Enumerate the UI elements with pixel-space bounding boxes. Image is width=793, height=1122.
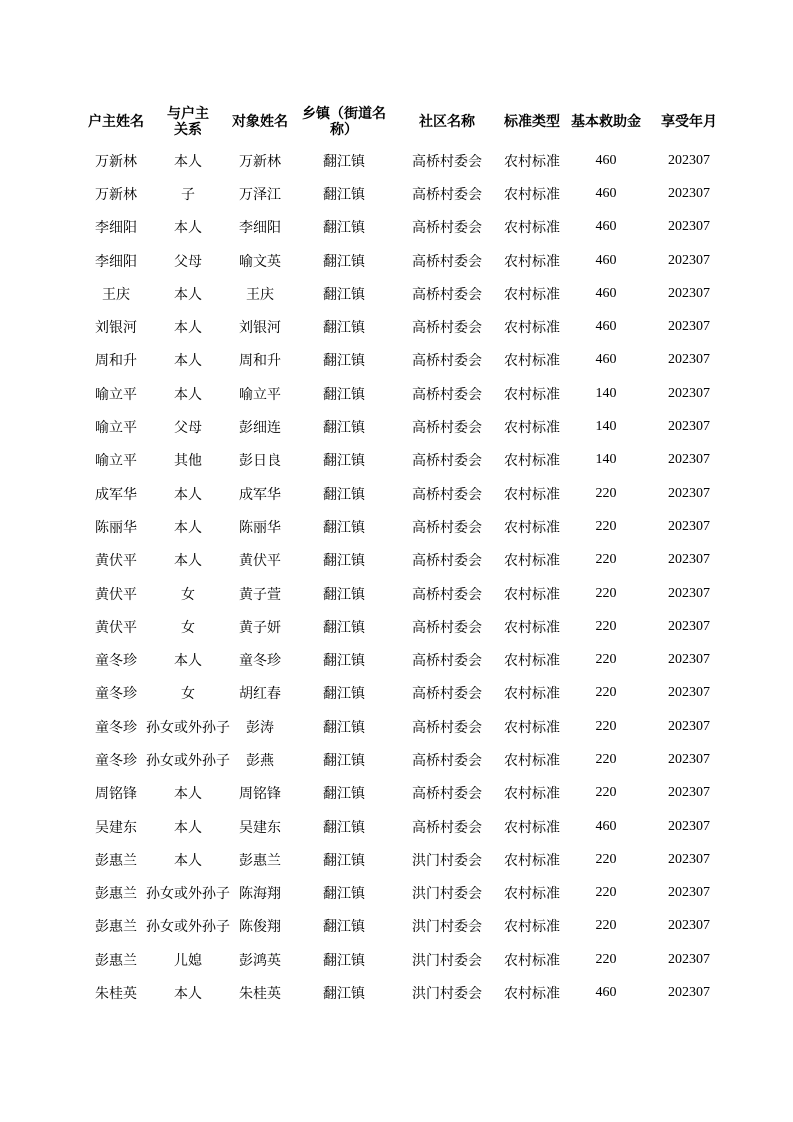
header-line: 乡镇（街道名 (302, 106, 386, 122)
person-name-cell: 彭细连 (239, 420, 281, 437)
standard-type-cell: 农村标准 (504, 386, 560, 403)
township-cell: 翻江镇 (323, 186, 365, 203)
person-name-cell: 朱桂英 (239, 986, 281, 1003)
standard-type-cell: 农村标准 (504, 519, 560, 536)
standard-type-cell: 农村标准 (504, 586, 560, 603)
table-row (86, 910, 734, 943)
householder-name-cell: 童冬珍 (95, 719, 137, 736)
relief-amount-cell: 220 (595, 885, 617, 901)
relationship-cell: 本人 (174, 386, 202, 403)
township-cell: 翻江镇 (323, 619, 365, 636)
person-name-cell: 黄子妍 (239, 619, 281, 636)
householder-name-cell: 喻立平 (95, 453, 137, 470)
community-cell: 高桥村委会 (412, 253, 482, 270)
township-cell: 翻江镇 (323, 986, 365, 1003)
header-community (398, 100, 496, 144)
period-cell: 202307 (668, 718, 710, 734)
table-row (86, 310, 734, 343)
table-row (86, 144, 734, 177)
relationship-cell: 本人 (174, 353, 202, 370)
period-cell: 202307 (668, 751, 710, 767)
householder-name-cell: 彭惠兰 (95, 919, 137, 936)
township-cell: 翻江镇 (323, 686, 365, 703)
relief-amount-cell: 460 (595, 985, 617, 1001)
table-row (86, 377, 734, 410)
relief-amount-cell: 460 (595, 285, 617, 301)
householder-name-cell: 周铭锋 (95, 786, 137, 803)
standard-type-cell: 农村标准 (504, 320, 560, 337)
relationship-cell: 子 (181, 186, 195, 203)
standard-type-cell: 农村标准 (504, 653, 560, 670)
table-row (86, 477, 734, 510)
standard-type-cell: 农村标准 (504, 420, 560, 437)
table-body (86, 144, 734, 1010)
township-cell: 翻江镇 (323, 286, 365, 303)
period-cell: 202307 (668, 185, 710, 201)
relief-amount-cell: 140 (595, 419, 617, 435)
table-row (86, 976, 734, 1009)
person-name-cell: 彭日良 (239, 453, 281, 470)
relationship-cell: 孙女或外孙子 (146, 919, 230, 936)
township-cell: 翻江镇 (323, 819, 365, 836)
header-standard-type (496, 100, 568, 144)
township-cell: 翻江镇 (323, 553, 365, 570)
householder-name-cell: 万新林 (95, 153, 137, 170)
standard-type-cell: 农村标准 (504, 952, 560, 969)
relief-amount-cell: 220 (595, 851, 617, 867)
person-name-cell: 彭鸿英 (239, 952, 281, 969)
relationship-cell: 孙女或外孙子 (146, 719, 230, 736)
person-name-cell: 周铭锋 (239, 786, 281, 803)
header-line: 社区名称 (419, 114, 475, 130)
relationship-cell: 孙女或外孙子 (146, 886, 230, 903)
relationship-cell: 本人 (174, 519, 202, 536)
householder-name-cell: 喻立平 (95, 386, 137, 403)
person-name-cell: 周和升 (239, 353, 281, 370)
person-name-cell: 童冬珍 (239, 653, 281, 670)
period-cell: 202307 (668, 285, 710, 301)
standard-type-cell: 农村标准 (504, 220, 560, 237)
community-cell: 高桥村委会 (412, 819, 482, 836)
person-name-cell: 黄伏平 (239, 553, 281, 570)
relief-table (86, 100, 734, 1010)
standard-type-cell: 农村标准 (504, 886, 560, 903)
township-cell: 翻江镇 (323, 486, 365, 503)
standard-type-cell: 农村标准 (504, 986, 560, 1003)
relationship-cell: 本人 (174, 220, 202, 237)
relief-amount-cell: 220 (595, 751, 617, 767)
community-cell: 高桥村委会 (412, 586, 482, 603)
header-line: 对象姓名 (232, 114, 288, 130)
person-name-cell: 万新林 (239, 153, 281, 170)
header-householder-name (86, 100, 146, 144)
standard-type-cell: 农村标准 (504, 686, 560, 703)
community-cell: 高桥村委会 (412, 453, 482, 470)
person-name-cell: 彭燕 (246, 752, 274, 769)
header-line: 户主姓名 (88, 114, 144, 130)
township-cell: 翻江镇 (323, 386, 365, 403)
table-row (86, 510, 734, 543)
relationship-cell: 本人 (174, 653, 202, 670)
relief-amount-cell: 220 (595, 918, 617, 934)
header-relationship (146, 100, 230, 144)
township-cell: 翻江镇 (323, 952, 365, 969)
householder-name-cell: 成军华 (95, 486, 137, 503)
standard-type-cell: 农村标准 (504, 919, 560, 936)
community-cell: 高桥村委会 (412, 186, 482, 203)
table-row (86, 743, 734, 776)
period-cell: 202307 (668, 585, 710, 601)
township-cell: 翻江镇 (323, 353, 365, 370)
period-cell: 202307 (668, 918, 710, 934)
householder-name-cell: 童冬珍 (95, 752, 137, 769)
relief-amount-cell: 220 (595, 618, 617, 634)
relief-amount-cell: 220 (595, 652, 617, 668)
relief-amount-cell: 140 (595, 452, 617, 468)
community-cell: 高桥村委会 (412, 320, 482, 337)
householder-name-cell: 童冬珍 (95, 653, 137, 670)
householder-name-cell: 李细阳 (95, 220, 137, 237)
community-cell: 高桥村委会 (412, 420, 482, 437)
period-cell: 202307 (668, 319, 710, 335)
relationship-cell: 女 (181, 586, 195, 603)
person-name-cell: 黄子萱 (239, 586, 281, 603)
community-cell: 高桥村委会 (412, 153, 482, 170)
community-cell: 高桥村委会 (412, 686, 482, 703)
relief-amount-cell: 460 (595, 252, 617, 268)
township-cell: 翻江镇 (323, 719, 365, 736)
township-cell: 翻江镇 (323, 420, 365, 437)
header-township (290, 100, 398, 144)
standard-type-cell: 农村标准 (504, 486, 560, 503)
community-cell: 高桥村委会 (412, 653, 482, 670)
householder-name-cell: 喻立平 (95, 420, 137, 437)
township-cell: 翻江镇 (323, 153, 365, 170)
township-cell: 翻江镇 (323, 752, 365, 769)
table-row (86, 777, 734, 810)
community-cell: 高桥村委会 (412, 486, 482, 503)
period-cell: 202307 (668, 785, 710, 801)
community-cell: 高桥村委会 (412, 719, 482, 736)
community-cell: 高桥村委会 (412, 619, 482, 636)
period-cell: 202307 (668, 252, 710, 268)
table-row (86, 643, 734, 676)
relief-amount-cell: 220 (595, 718, 617, 734)
table-row (86, 444, 734, 477)
table-row (86, 810, 734, 843)
table-row (86, 577, 734, 610)
standard-type-cell: 农村标准 (504, 353, 560, 370)
householder-name-cell: 黄伏平 (95, 586, 137, 603)
relationship-cell: 儿媳 (174, 952, 202, 969)
community-cell: 高桥村委会 (412, 286, 482, 303)
township-cell: 翻江镇 (323, 320, 365, 337)
relationship-cell: 本人 (174, 986, 202, 1003)
relief-amount-cell: 220 (595, 785, 617, 801)
person-name-cell: 成军华 (239, 486, 281, 503)
relationship-cell: 本人 (174, 553, 202, 570)
householder-name-cell: 黄伏平 (95, 553, 137, 570)
community-cell: 高桥村委会 (412, 220, 482, 237)
community-cell: 高桥村委会 (412, 519, 482, 536)
table-row (86, 710, 734, 743)
community-cell: 洪门村委会 (412, 886, 482, 903)
header-relief-amount (568, 100, 644, 144)
relief-amount-cell: 460 (595, 219, 617, 235)
period-cell: 202307 (668, 352, 710, 368)
period-cell: 202307 (668, 985, 710, 1001)
standard-type-cell: 农村标准 (504, 253, 560, 270)
standard-type-cell: 农村标准 (504, 186, 560, 203)
community-cell: 高桥村委会 (412, 353, 482, 370)
table-row (86, 843, 734, 876)
person-name-cell: 王庆 (246, 286, 274, 303)
period-cell: 202307 (668, 219, 710, 235)
householder-name-cell: 刘银河 (95, 320, 137, 337)
township-cell: 翻江镇 (323, 220, 365, 237)
header-line: 称） (330, 122, 358, 138)
person-name-cell: 彭涛 (246, 719, 274, 736)
person-name-cell: 李细阳 (239, 220, 281, 237)
relationship-cell: 父母 (174, 420, 202, 437)
table-row (86, 410, 734, 443)
table-row (86, 943, 734, 976)
table-row (86, 544, 734, 577)
community-cell: 洪门村委会 (412, 852, 482, 869)
person-name-cell: 胡红春 (239, 686, 281, 703)
relationship-cell: 女 (181, 619, 195, 636)
relief-amount-cell: 220 (595, 685, 617, 701)
relationship-cell: 本人 (174, 486, 202, 503)
relationship-cell: 女 (181, 686, 195, 703)
table-row (86, 877, 734, 910)
relief-amount-cell: 220 (595, 552, 617, 568)
householder-name-cell: 黄伏平 (95, 619, 137, 636)
period-cell: 202307 (668, 885, 710, 901)
header-person-name (230, 100, 290, 144)
householder-name-cell: 王庆 (102, 286, 130, 303)
community-cell: 洪门村委会 (412, 986, 482, 1003)
person-name-cell: 万泽江 (239, 186, 281, 203)
relief-amount-cell: 460 (595, 319, 617, 335)
relief-amount-cell: 460 (595, 818, 617, 834)
community-cell: 高桥村委会 (412, 386, 482, 403)
township-cell: 翻江镇 (323, 852, 365, 869)
period-cell: 202307 (668, 652, 710, 668)
householder-name-cell: 彭惠兰 (95, 852, 137, 869)
householder-name-cell: 童冬珍 (95, 686, 137, 703)
township-cell: 翻江镇 (323, 253, 365, 270)
relief-amount-cell: 220 (595, 485, 617, 501)
township-cell: 翻江镇 (323, 586, 365, 603)
township-cell: 翻江镇 (323, 653, 365, 670)
householder-name-cell: 周和升 (95, 353, 137, 370)
header-line: 关系 (174, 122, 202, 138)
standard-type-cell: 农村标准 (504, 852, 560, 869)
period-cell: 202307 (668, 518, 710, 534)
relationship-cell: 本人 (174, 852, 202, 869)
township-cell: 翻江镇 (323, 786, 365, 803)
relationship-cell: 孙女或外孙子 (146, 752, 230, 769)
householder-name-cell: 陈丽华 (95, 519, 137, 536)
township-cell: 翻江镇 (323, 886, 365, 903)
standard-type-cell: 农村标准 (504, 153, 560, 170)
header-line: 基本救助金 (571, 114, 641, 130)
period-cell: 202307 (668, 385, 710, 401)
person-name-cell: 陈丽华 (239, 519, 281, 536)
township-cell: 翻江镇 (323, 453, 365, 470)
householder-name-cell: 万新林 (95, 186, 137, 203)
householder-name-cell: 彭惠兰 (95, 886, 137, 903)
person-name-cell: 喻文英 (239, 253, 281, 270)
header-line: 标准类型 (504, 114, 560, 130)
relief-amount-cell: 460 (595, 152, 617, 168)
header-period (644, 100, 734, 144)
relief-amount-cell: 220 (595, 585, 617, 601)
person-name-cell: 彭惠兰 (239, 852, 281, 869)
householder-name-cell: 吴建东 (95, 819, 137, 836)
relationship-cell: 本人 (174, 786, 202, 803)
community-cell: 高桥村委会 (412, 786, 482, 803)
person-name-cell: 喻立平 (239, 386, 281, 403)
relief-amount-cell: 140 (595, 385, 617, 401)
community-cell: 洪门村委会 (412, 952, 482, 969)
person-name-cell: 吴建东 (239, 819, 281, 836)
community-cell: 高桥村委会 (412, 553, 482, 570)
person-name-cell: 陈俊翔 (239, 919, 281, 936)
header-row (86, 100, 734, 144)
period-cell: 202307 (668, 452, 710, 468)
standard-type-cell: 农村标准 (504, 619, 560, 636)
householder-name-cell: 朱桂英 (95, 986, 137, 1003)
standard-type-cell: 农村标准 (504, 286, 560, 303)
standard-type-cell: 农村标准 (504, 752, 560, 769)
community-cell: 洪门村委会 (412, 919, 482, 936)
standard-type-cell: 农村标准 (504, 819, 560, 836)
period-cell: 202307 (668, 951, 710, 967)
table-row (86, 277, 734, 310)
standard-type-cell: 农村标准 (504, 453, 560, 470)
relationship-cell: 其他 (174, 453, 202, 470)
householder-name-cell: 李细阳 (95, 253, 137, 270)
person-name-cell: 刘银河 (239, 320, 281, 337)
period-cell: 202307 (668, 485, 710, 501)
relationship-cell: 本人 (174, 819, 202, 836)
standard-type-cell: 农村标准 (504, 786, 560, 803)
table-row (86, 610, 734, 643)
relationship-cell: 本人 (174, 286, 202, 303)
person-name-cell: 陈海翔 (239, 886, 281, 903)
relief-amount-cell: 220 (595, 951, 617, 967)
table-row (86, 211, 734, 244)
relationship-cell: 本人 (174, 153, 202, 170)
relationship-cell: 父母 (174, 253, 202, 270)
householder-name-cell: 彭惠兰 (95, 952, 137, 969)
community-cell: 高桥村委会 (412, 752, 482, 769)
standard-type-cell: 农村标准 (504, 553, 560, 570)
relief-amount-cell: 220 (595, 518, 617, 534)
period-cell: 202307 (668, 685, 710, 701)
relief-amount-cell: 460 (595, 185, 617, 201)
table-row (86, 244, 734, 277)
period-cell: 202307 (668, 618, 710, 634)
table-row (86, 344, 734, 377)
township-cell: 翻江镇 (323, 919, 365, 936)
relief-amount-cell: 460 (595, 352, 617, 368)
period-cell: 202307 (668, 851, 710, 867)
township-cell: 翻江镇 (323, 519, 365, 536)
standard-type-cell: 农村标准 (504, 719, 560, 736)
period-cell: 202307 (668, 152, 710, 168)
table-row (86, 177, 734, 210)
table-row (86, 677, 734, 710)
period-cell: 202307 (668, 419, 710, 435)
header-line: 享受年月 (661, 114, 717, 130)
period-cell: 202307 (668, 818, 710, 834)
header-line: 与户主 (167, 106, 209, 122)
period-cell: 202307 (668, 552, 710, 568)
relationship-cell: 本人 (174, 320, 202, 337)
